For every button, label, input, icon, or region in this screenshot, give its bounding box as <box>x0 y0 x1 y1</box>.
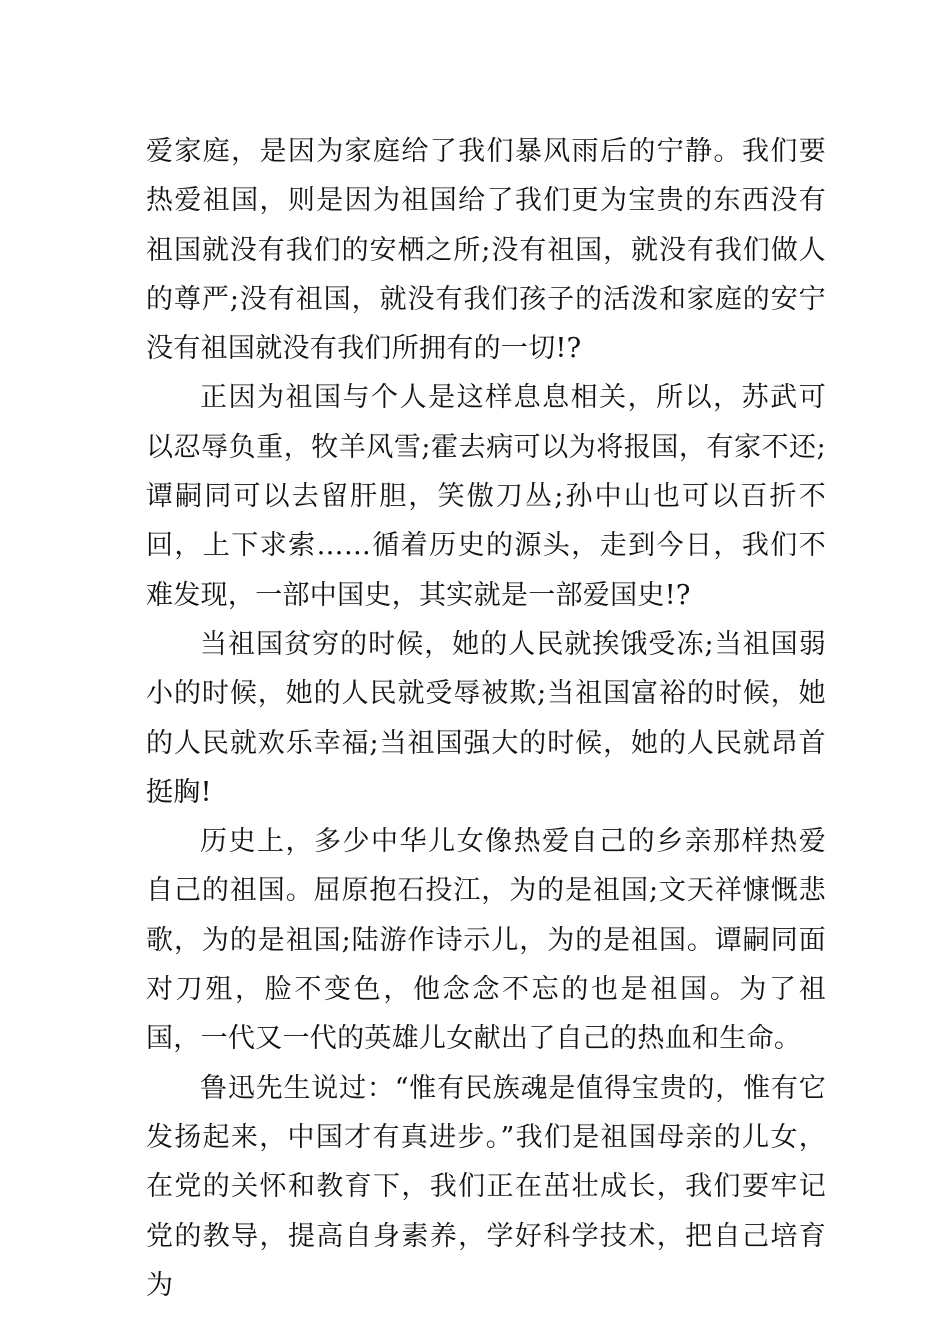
paragraph-5: 鲁迅先生说过：“惟有民族魂是值得宝贵的，惟有它发扬起来，中国才有真进步。”我们是祖国母亲的儿女，在党的关怀和教育下，我们正在茁壮成长，我们要牢记党的教导，提高自身素养，学好科学技术，把自己培育为 <box>146 1072 826 1301</box>
paragraph-3: 当祖国贫穷的时候，她的人民就挨饿受冻;当祖国弱小的时候，她的人民就受辱被欺;当祖国富裕的时候，她的人民就欢乐幸福;当祖国强大的时候，她的人民就昂首挺胸! <box>146 628 826 808</box>
paragraph-2: 正因为祖国与个人是这样息息相关，所以，苏武可以忍辱负重，牧羊风雪;霍去病可以为将报国，有家不还;谭嗣同可以去留肝胆，笑傲刀丛;孙中山也可以百折不回，上下求索……循着历史的源头，走到今日，我们不难发现，一部中国史，其实就是一部爱国史!? <box>146 382 826 611</box>
paragraph-4: 历史上，多少中华儿女像热爱自己的乡亲那样热爱自己的祖国。屈原抱石投江，为的是祖国;文天祥慷慨悲歌，为的是祖国;陆游作诗示儿，为的是祖国。谭嗣同面对刀殂，脸不变色，他念念不忘的也是祖国。为了祖国，一代又一代的英雄儿女献出了自己的热血和生命。 <box>146 826 826 1055</box>
paragraph-1: 爱家庭，是因为家庭给了我们暴风雨后的宁静。我们要热爱祖国，则是因为祖国给了我们更为宝贵的东西没有祖国就没有我们的安栖之所;没有祖国，就没有我们做人的尊严;没有祖国，就没有我们孩子的活泼和家庭的安宁没有祖国就没有我们所拥有的一切!? <box>146 136 826 365</box>
document-body <box>146 127 826 1310</box>
